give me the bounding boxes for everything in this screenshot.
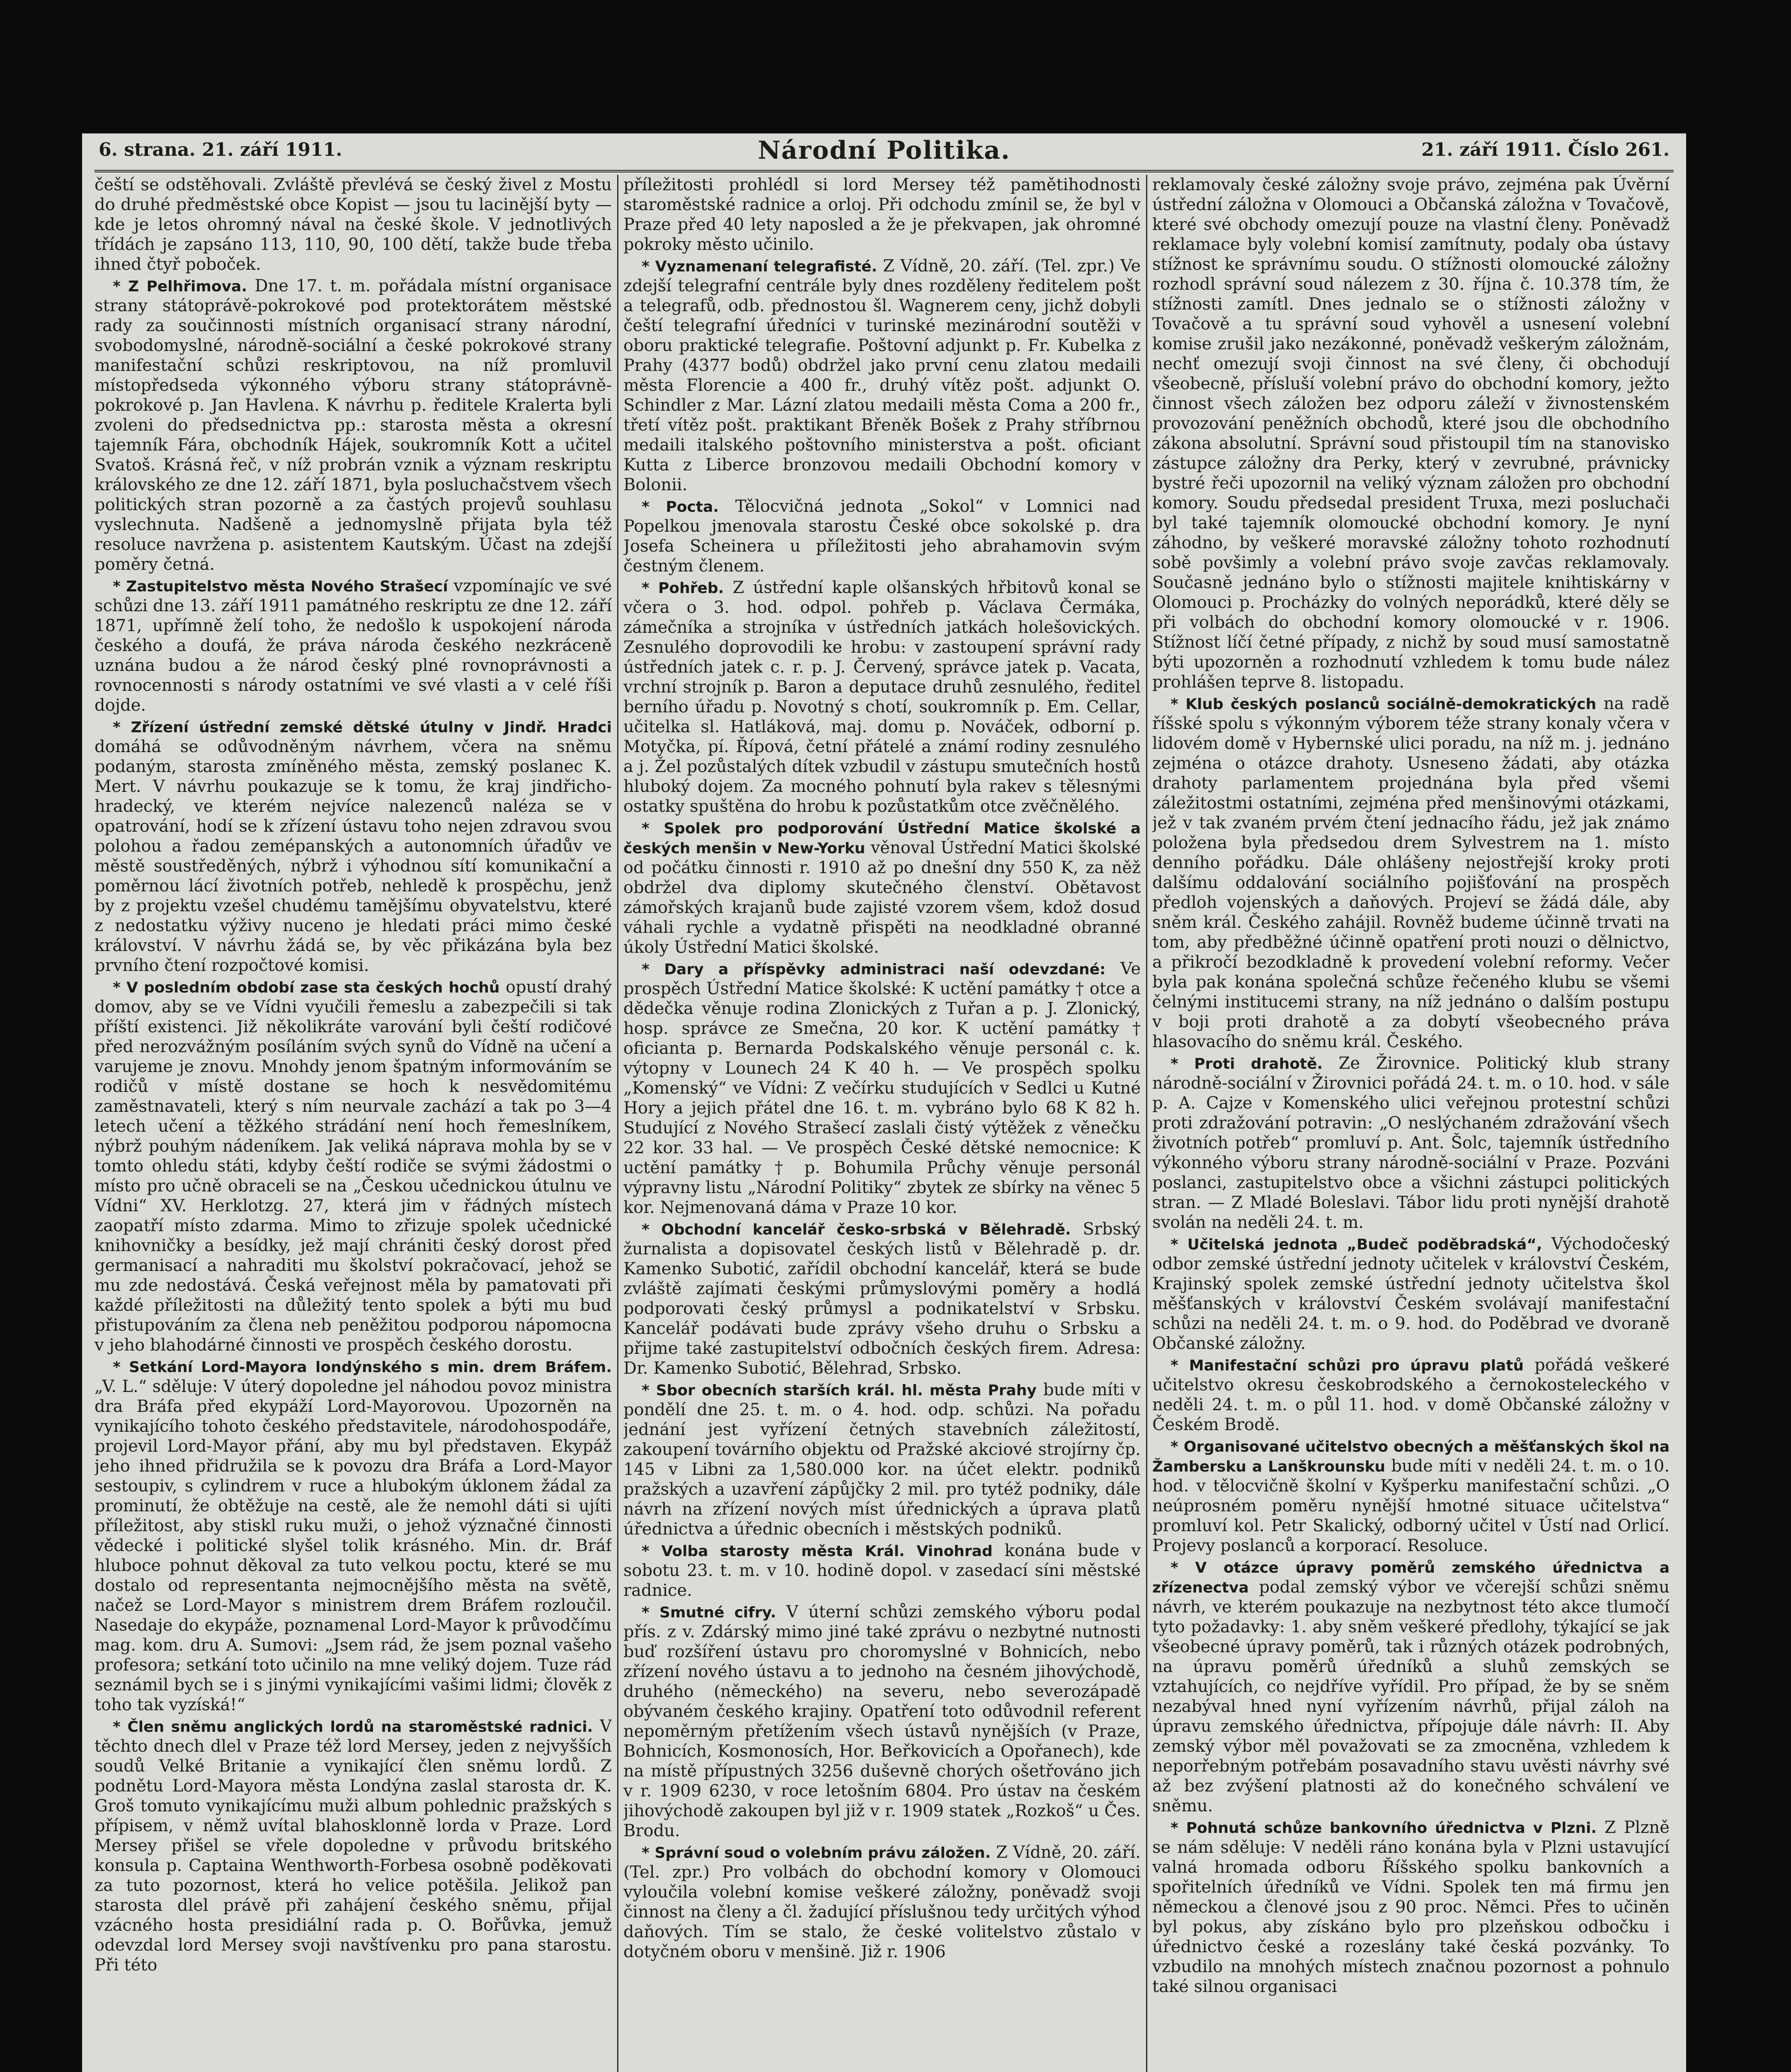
article-heading: * Setkání Lord-Mayora londýnského s min. drem Bráfem. (113, 1359, 612, 1376)
article-heading: * Zastupitelstvo města Nového Strašecí (113, 578, 448, 595)
article-heading: * Pocta. (642, 499, 719, 516)
article (1152, 694, 1670, 1052)
article-heading: * Proti drahotě. (1171, 1055, 1323, 1072)
article-text: čeští se odstěhovali. Zvláště převlévá se český živel z Mostu do druhé předměstské obce Kopist — jsou tu lacinější byty — kde je letos ohromný nával na české škole. V jednotlivých třídách je zapsáno 113, 110, 90, 100 dětí, takže bude třeba ihned čtyř poboček. (95, 175, 612, 274)
article-text: bude míti v pondělí dne 25. t. m. o 4. hod. odp. schůzi. Na pořadu jednání jest vyřízení četných stavebních záležitostí, zakoupení továrního objektu od Pražské akciové strojírny čp. 145 v Libni za 1,580.000 kor. na účet elektr. podniků pražských a uzavření zápůjčky 2 mil. pro tytéž podniky, dále návrh na zřízení nových míst úřednických a úprava platů úřednictva a úřednic obecních i městských podniků. (623, 1380, 1141, 1539)
article-text: konána bude v sobotu 23. t. m. v 10. hodině dopol. v zasedací síni městské radnice. (623, 1541, 1141, 1600)
article-heading: * Manifestační schůzi pro úpravu platů (1171, 1357, 1524, 1374)
article-text: Východočeský odbor zemské ústřední jednoty učitelek v království Českém, Krajinský spolek zemské ústřední jednoty učitelstva škol měšťanských v království Českém svolávají manifestační schůzi na neděli 24. t. m. o 9. hod. do Poděbrad ve dvoraně Občanské záložny. (1152, 1234, 1670, 1353)
article (623, 1541, 1141, 1600)
article-heading: * Pohřeb. (642, 580, 724, 597)
newspaper-page (82, 133, 1686, 2072)
article (623, 1842, 1141, 1962)
article (623, 1602, 1141, 1841)
article (623, 1219, 1141, 1378)
article-heading: * Správní soud o volebním právu záložen. (642, 1844, 991, 1861)
column-divider (617, 175, 618, 2072)
article (623, 1380, 1141, 1539)
article-text: „V. L.“ sděluje: V úterý dopoledne jel náhodou povoz ministra dra Bráfa před ekypáží Lord-Mayorovou. Upozorněn na vynikajícího tohoto českého představitele, národohospodáře, projevil Lord-Mayor přání, aby mu byl představen. Ekypáž jeho ihned přidružila se k povozu dra Bráfa a Lord-Mayor sestoupiv, s cylindrem v ruce a hlubokým úklonem žádal za prominutí, že obtěžuje na cestě, ale že nemohl dáti si ujíti příležitost, aby stiskl ruku muži, o jehož význačné činnosti vědecké i politické slyšel tolik krásného. Min. dr. Bráf hluboce pohnut děkoval za tuto velkou poctu, které se mu dostalo od representanta nejmocnějšího města na světě, načež se Lord-Mayor s ministrem drem Bráfem rozloučil. Nasedaje do ekypáže, poznamenal Lord-Mayor k průvodčímu mag. kom. dru A. Sumovi: „Jsem rád, že jsem poznal vašeho profesora; setkání toto učinilo na mne veliký dojem. Tuze rád seznámil bych se i s jinými vynikajícími vašimi lidmi; člověk z toho tak vyzíská!“ (95, 1377, 612, 1714)
article-heading: * Klub českých poslanců sociálně-demokratických (1171, 696, 1597, 713)
article (1152, 1436, 1670, 1556)
article-text: Dne 17. t. m. pořádala místní organisace strany státoprávě-pokrokové pod protektorátem městské rady za součinnosti místních organisací strany národní, svobodomyslné, národně-sociální a české pokrokové strany manifestační schůzi reskriptovou, na níž promluvil místopředseda výkonného výboru strany státoprávně-pokrokové p. Jan Havlena. K návrhu p. ředitele Kralerta byli zvoleni do předsednictva pp.: starosta města a okresní tajemník Fára, obchodník Hájek, soukromník Kott a učitel Svatoš. Krásná řeč, v níž probrán vznik a význam reskriptu královského ze dne 12. září 1871, byla posluchačstvem všech politických stran pozorně a za častých projevů souhlasu vyslechnuta. Nadšeně a jednomyslně přijata byla též resoluce navržena p. asistentem Kautským. Účast na zdejší poměry četná. (95, 276, 612, 574)
article (95, 276, 612, 574)
article-text: vzpomínajíc ve své schůzi dne 13. září 1911 památného reskriptu ze dne 12. září 1871, upřímně želí toho, že nedošlo k uspokojení národa českého a doufá, že práva národa českého nezkráceně uznána budou a že národ český plné rovnoprávnosti a rovnocennosti s národy ostatními ve své vlasti a v celé říši dojde. (95, 576, 612, 715)
article (95, 1357, 612, 1715)
article-text: podal zemský výbor ve včerejší schůzi sněmu návrh, ve kterém poukazuje na nezbytnost této akce tlumočí tyto požadavky: 1. aby sněm veškeré předlohy, týkající se jak všeobecné úpravy poměrů, tak i různých otázek podrobných, na úpravu poměrů úředníků a sluhů zemských se vztahujících, co nejdříve vyřídil. Pro případ, že by se sněm nezabýval hned nyní vyřízením návrhů, přijal záloh na úpravu zemského úřednictva, přípojuje dále návrh: II. Aby zemský výbor měl považovati se za zmocněna, vzhledem k neporřebným potřebám posavadního stavu uvěsti návrhy své až bez zvýšení platnosti až do konečného schválení ve sněmu. (1152, 1578, 1670, 1815)
article-text: Z Vídně, 20. září. (Tel. zpr.) Ve zdejší telegrafní centrále byly dnes rozděleny ředitelem pošt a telegrafů, odb. přednostou šl. Wagnerem ceny, jichž dobyli čeští telegrafní úředníci v turinské mezinárodní soutěži v oboru praktické telegrafie. Poštovní adjunkt p. Fr. Kubelka z Prahy (4377 bodů) obdržel jako první cenu zlatou medaili města Florencie a 400 fr., druhý vítěz pošt. adjunkt O. Schindler z Mar. Lázní zlatou medaili města Coma a 200 fr., třetí vítěz pošt. praktikant Břeněk Bošek z Prahy stříbrnou medaili italského poštovního ministerstva a pošt. oficiant Kutta z Liberce bronzovou medaili Obchodní komory v Bolonii. (623, 257, 1141, 494)
column-3 (1152, 175, 1670, 2072)
article (623, 256, 1141, 495)
columns (95, 175, 1674, 2072)
newspaper-title: Národní Politika. (758, 136, 1011, 165)
article (1152, 1355, 1670, 1435)
page-header (95, 133, 1674, 172)
column-2 (623, 175, 1141, 2072)
article (95, 1716, 612, 1975)
article-text: opustí drahý domov, aby se ve Vídni vyučili řemeslu a zabezpečili si tak příští existenci. Již několikráte varování byli čeští rodičové před nerozvážným posíláním svých synů do Vídně na učení a varujeme je znovu. Mnohdy jenom špatným informováním se rodičů v místě dostane se hoch k nesvědomitému zaměstnavateli, který s ním neurvale zachází a tak po 3—4 letech učení a těžkého strádání není hoch řemeslníkem, nýbrž pouhým nádeníkem. Jak veliká náprava mohla by se v tomto ohledu státi, kdyby čeští rodiče se svými žádostmi o místo pro učně obraceli se na „Českou učednickou útulnu ve Vídni“ XV. Herklotzg. 27, která jim v řádných místech zaopatří místo zdarma. Mimo to zřizuje spolek učednické knihovničky a besídky, jež mají chrániti český dorost před germanisací a nahraditi mu školství pokračovací, jehož se mu zde nedostává. Česká veřejnost měla by pamatovati při každé příležitosti na důležitý tento spolek a býti mu bud přistupováním za člena neb peněžitou podporou nápomocna v jeho blahodárné činnosti ve prospěch českého dorostu. (95, 978, 612, 1355)
article (1152, 1053, 1670, 1232)
article-text: domáhá se odůvodněným návrhem, včera na sněmu podaným, starosta zmíněného města, zemský poslanec K. Mert. V návrhu poukazuje se k tomu, že kraj jindřicho-hradecký, ve kterém nejvíce nalezenců naléza se v opatrování, hodí se k zřízení ústavu toho nejen zdravou svou polohou a řadou zemépanských a autonomních úřadův ve městě soustředěných, nýbrž i výhodnou sítí komunikační a poměrnou lácí životních potřeb, nehledě k prospěchu, jenž by z projektu vzešel chudému tamějšímu obyvatelstvu, které z nedostatku výživy nuceno je hledati práci mimo české království. V návrhu žádá se, by věc přikázána byla bez prvního čtení rozpočtové komisi. (95, 737, 612, 975)
article-text: příležitosti prohlédl si lord Mersey též pamětihodnosti staroměstské radnice a orloj. Při odchodu zmínil se, že byl v Praze před 40 lety naposled a že je překvapen, jak ohromné pokroky město učinilo. (623, 175, 1141, 254)
article-heading: * Člen sněmu anglických lordů na staroměstské radnici. (113, 1719, 593, 1736)
article-heading: * V otázce úpravy poměrů zemského úřednictva a zřízenectva (1152, 1559, 1670, 1596)
article (623, 175, 1141, 254)
column-1 (95, 175, 612, 2072)
article (1152, 1557, 1670, 1816)
article-heading: * Sbor obecních starších král. hl. města Prahy (642, 1382, 1037, 1399)
article-text: Ve prospěch Ústřední Matice školské: K uctění památky † otce a dědečka věnuje rodina Zlonických z Tuřan a p. J. Zlonický, hosp. správce ze Smečna, 20 kor. K uctění památky † oficianta p. Bernarda Podskalského věnuje personál c. k. výtopny v Lounech 24 K 40 h. — Ve prospěch spolku „Komenský“ ve Vídni: Z večírku studujících v Sedlci u Kutné Hory a jejich přátel dne 16. t. m. vybráno bylo 68 K 82 h. Studující z Nového Strašecí zaslali čistý výtěžek z věnečku 22 kor. 33 hal. — Ve prospěch České dětské nemocnice: K uctění památky † p. Bohumila Průchy věnuje personál výpravny listu „Národní Politiky“ zbytek ze sbírky na věnec 5 kor. Nejmenovaná dáma v Praze 10 kor. (623, 959, 1141, 1217)
article-heading: * V posledním období zase sta českých hochů (113, 979, 500, 996)
article (95, 977, 612, 1355)
article-text: Z Plzně se nám sděluje: V neděli ráno konána byla v Plzni ustavující valná hromada odboru Říšského spolku bankovních a spořitelních úředníků ve Vídni. Spolek ten má firmu jen německou a členové jsou z 90 proc. Němci. Přes to učiněn byl pokus, aby získáno bylo pro plzeňskou odbočku i úřednictvo české a rozeslány také česká pozvánky. To vzbudilo na mnohých místech značnou pozornost a pohnulo také silnou organisaci (1152, 1818, 1670, 1996)
article-text: Ze Žirovnice. Politický klub strany národně-sociální v Žirovnici pořádá 24. t. m. o 10. hod. v sále p. A. Cajze v Komenského ulici veřejnou protestní schůzi proti zdražování potravin: „O neslýchaném zdražování všech životních potřeb“ promluví p. Ant. Šolc, tajemník ústředního výkonného výboru strany národně-sociální v Praze. Pozváni poslanci, zastupitelstvo obce a všichni zástupci politických stran. — Z Mladé Boleslavi. Tábor lidu proti nynější drahotě svolán na neděli 24. t. m. (1152, 1054, 1670, 1232)
article-text: Tělocvičná jednota „Sokol“ v Lomnici nad Popelkou jmenovala starostu České obce sokolské p. dra Josefa Scheinera u příležitosti jeho abrahamovin svým čestným členem. (623, 497, 1141, 576)
article-heading: * Učitelská jednota „Budeč poděbradská“, (1171, 1236, 1542, 1253)
article-text: na radě říšské spolu s výkonným výborem téže strany konaly včera v lidovém domě v Hybernské ulici poradu, na níž m. j. jednáno zejména o otázce drahoty. Usneseno žádati, aby otázka drahoty parlamentem projednána byla před všemi záležitostmi ostatními, zejména před menšinovými otázkami, jež v tak zvaném prvém čtení jednacího řádu, jež jak známo položena byla předsedou drem Sylvestrem na 1. místo denního pořádku. Dále ohlášeny nejostřejší kroky proti dalšímu oddalování sociálního pojišťování na prospěch předloh vojenských a daňových. Projeví se žádá dále, aby sněm král. Českého zahájil. Rovněž budeme účinně trvati na tom, aby předběžné účinně opatření proti nouzi o dělnictvo, a přikročí bezodkladně k provedení volební reformy. Večer byla pak konána společná schůze řečeného klubu se všemi čelnými institucemi strany, na níž jednáno o dalším postupu v boji proti drahotě a za dobytí všeobecného práva hlasovacího do sněmu král. Českého. (1152, 694, 1670, 1051)
article (1152, 1234, 1670, 1353)
article-text: V těchto dnech dlel v Praze též lord Mersey, jeden z nejvyšších soudů Velké Britanie a vynikající člen sněmu lordů. Z podnětu Lord-Mayora města Londýna zaslal starosta dr. K. Groš tomuto vynikajícímu muži album pohlednic pražských s přípisem, v němž uvítal blahosklonně lorda v Praze. Lord Mersey přišel se vřele dopoledne v průvodu britského konsula p. Captaina Wenthworth-Forbesa osobně poděkovati za tuto pozornost, která ho velice potěšila. Jelikož pan starosta dlel právě při zahájení českého sněmu, přijal vzácného hosta presidiální rada p. O. Bořůvka, jemuž odevzdal lord Mersey svoji navštívenku pro pana starostu. Při této (95, 1717, 612, 1975)
article-heading: * Dary a příspěvky administraci naší odevzdané: (642, 961, 1106, 978)
article-heading: * Z Pelhřimova. (113, 278, 247, 295)
article (95, 717, 612, 975)
article-text: V úterní schůzi zemského výboru podal přís. z v. Zdárský mimo jiné také zprávu o nezbytné nutnosti buď rozšíření ústavu pro choromyslné v Bohnicích, nebo zřízení nového ústavu a to jednoho na česném jihovýchodě, druhého (německého) na severu, nebo severozápadě obývaném českého krajiny. Opatření toto odůvodnil referent nepoměrným přetížením všech ústavů nynějších (v Praze, Bohnicích, Kosmonosích, Hor. Beřkovicích a Opořanech), kde na místě přípustných 3256 duševně chorých ošetřováno jich v r. 1909 6230, v roce letošním 6804. Pro ústav na českém jihovýchodě zakoupen byl již v r. 1909 statek „Rozkoš“ u Čes. Brodu. (623, 1602, 1141, 1840)
article (1152, 175, 1670, 692)
article (623, 818, 1141, 957)
article-heading: * Vyznamenaní telegrafisté. (642, 258, 877, 275)
column-divider (1146, 175, 1147, 2072)
article-heading: * Obchodní kancelář česko-srbská v Bělehradě. (642, 1221, 1071, 1238)
article-heading: * Zřízení ústřední zemské dětské útulny v Jindř. Hradci (113, 719, 612, 736)
article-text: pořádá veškeré učitelstvo okresu českobrodského a černokosteleckého v neděli 24. t. m. o půl 11. hod. v domě Občanské záložny v Českém Brodě. (1152, 1356, 1670, 1434)
article-text: bude míti v neděli 24. t. m. o 10. hod. v tělocvičně školní v Kyšperku manifestační schůzi. „O neúprosném poměru nynější hmotné situace učitelstva“ promluví kol. Petr Skalický, odborný učitel v Ústí nad Orlicí. Projevy poslanců a korporací. Resoluce. (1152, 1457, 1670, 1555)
article (95, 576, 612, 715)
article (623, 959, 1141, 1218)
article-text: Z ústřední kaple olšanských hřbitovů konal se včera o 3. hod. odpol. pohřeb p. Václava Čermáka, zámečníka a strojníka v ústředních jatkách holešovických. Zesnulého doprovodili ke hrobu: v zastoupení správní rady ústředních jatek c. r. p. J. Červený, správce jatek p. Vacata, vrchní strojník p. Baron a deputace druhů zesnulého, ředitel berního úřadu p. Novotný s chotí, soukromník p. Em. Cellar, učitelka sl. Hatláková, maj. domu p. Nováček, odborní p. Motyčka, pí. Řípová, četní přátelé a známí rodiny zesnulého a j. Žel pozůstalých dítek vzbudil v zástupu smutečních hostů hluboký dojem. Za mocného pohnutí byla rakev s tělesnými ostatky spuštěna do hrobu k pozůstatkům otce zvěčnělého. (623, 578, 1141, 816)
article (623, 496, 1141, 576)
article-heading: * Volba starosty města Král. Vinohrad (642, 1543, 993, 1560)
article (623, 578, 1141, 816)
article-text: Srbský žurnalista a dopisovatel českých listů v Bělehradě p. dr. Kamenko Subotić, zařídil obchodní kancelář, která se bude zvláště zajímati českými průmyslovými poměry a hodlá podporovati český průmysl a podnikatelství v Srbsku. Kancelář podávati bude zprávy všeho druhu o Srbsku a přijme také zastupitelství odbočních českých firem. Adresa: Dr. Kamenko Subotić, Bělehrad, Srbsko. (623, 1220, 1141, 1378)
article (95, 175, 612, 274)
page-number-date: 6. strana. 21. září 1911. (99, 139, 342, 160)
article-text: Z Vídně, 20. září. (Tel. zpr.) Pro volbách do obchodní komory v Olomouci vyloučila volební komise veškeré záložny, poněvadž svoji činnost na členy a čl. žadující příslušnou tedy určitých výhod daňových. Tím se stalo, že české volitelstvo zůstalo v dotyčném oboru v menšině. Již r. 1906 (623, 1843, 1141, 1961)
issue-date-number: 21. září 1911. Číslo 261. (1421, 139, 1670, 160)
article (1152, 1818, 1670, 1997)
article-text: věnoval Ústřední Matici školské od počátku činnosti r. 1910 až po dnešní dny 550 K, za něž obdržel dva diplomy skutečného členství. Obětavost zámořských krajanů bude zajisté vzorem všem, kdož dosud váhali rychle a vydatně přispěti na neodkladné obranné úkoly Ústřední Matici školské. (623, 838, 1141, 957)
article-heading: * Smutné cifry. (642, 1604, 776, 1621)
article-heading: * Organisované učitelstvo obecných a měšťanských škol na Žambersku a Lanškrounsku (1152, 1438, 1670, 1475)
article-heading: * Pohnutá schůze bankovního úřednictva v Plzni. (1171, 1820, 1597, 1837)
article-heading: * Spolek pro podporování Ústřední Matice školské a českých menšin v New-Yorku (623, 820, 1141, 857)
article-text: reklamovaly české záložny svoje právo, zejména pak Úvěrní ústřední záložna v Olomouci a Občanská záložna v Tovačově, které své obchody omezují pouze na vlastní členy. Poněvadž reklamace byly volební komisí zamítnuty, podaly oba ústavy stížnost ke správnímu soudu. O stížnosti olomoucké záložny rozhodl správní soud nálezem z 30. října č. 10.378 tím, že stížnosti zamítl. Dnes jednalo se o stížnosti záložny v Tovačově a tu správní soud vyhověl a usnesení volební komise zrušil jako nezákonné, poněvadž veškerým záložnám, nechť omezují svoji činnost na své členy, či obchodují všeobecně, přísluší volební právo do obchodní komory, ježto činnost všech záložen bez odporu záleží v živnostenském provozování peněžních obchodů, které jsou dle obchodního zákona absolutní. Správní soud přistoupil tím na stanovisko zástupce záložny dra Perky, který v zevrubné, právnicky bystré řeči upozornil na veliký význam záložen pro obchodní komory. Soudu předsedal president Truxa, mezi posluchači byl také tajemník olomoucké obchodní komory. Je nyní záhodno, by veškeré moravské záložny tohoto rozhodnutí sobě povšimly a volební právo svoje zavčas reklamovaly. Současně jednáno bylo o stížnosti majitele knihtiskárny v Olomouci p. Procházky do volných neporádků, které děly se při volbách do obchodní komory olomoucké v r. 1906. Stížnost líčí četné případy, z nichž by soud musí samostatně býti upozorněn a rozhodnutí vzhledem k tomu bude nález prohlášen teprve 8. listopadu. (1152, 175, 1670, 692)
